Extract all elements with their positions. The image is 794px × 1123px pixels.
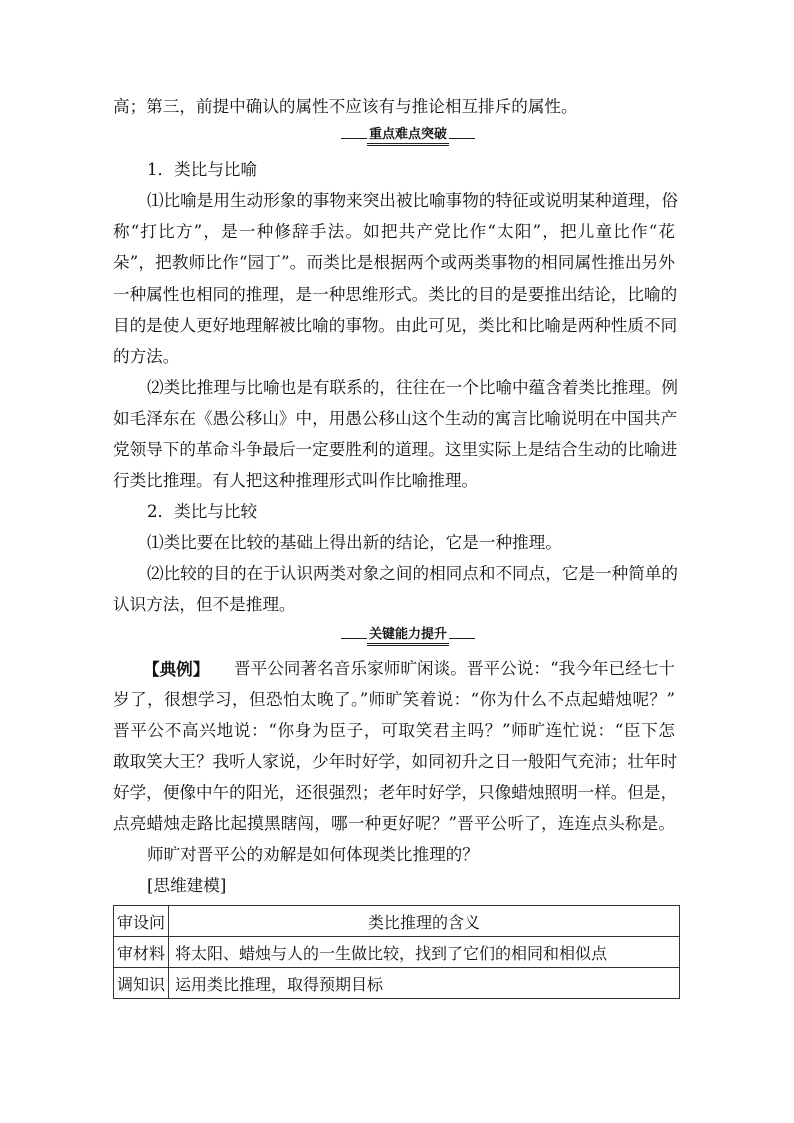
table-row-body: 运用类比推理，取得预期目标 [169, 968, 680, 999]
table-row-head: 审材料 [114, 937, 169, 968]
thinking-model-table [113, 905, 680, 999]
example-line: 点亮蜡烛走路比起摸黑瞎闯，哪一种更好呢？”晋平公听了，连连点头称是。 [113, 814, 675, 833]
banner-rule-right [449, 138, 475, 139]
example-label: 【典例】 [143, 659, 210, 679]
para2-line: 如毛泽东在《愚公移山》中，用愚公移山这个生动的寓言比喻说明在中国共产 [113, 409, 678, 428]
para2-line: 党领导下的革命斗争最后一定要胜利的道理。这里实际上是结合生动的比喻进 [113, 440, 678, 459]
banner-rule-right [449, 638, 475, 639]
example-line: 好学，便像中午的阳光，还很强烈；老年时好学，只像蜡烛照明一样。但是， [113, 783, 678, 802]
para1-line: 朵”，把教师比作“园丁”。而类比是根据两个或两类事物的相同属性推出另外 [113, 253, 675, 272]
para1-line: 目的是使人更好地理解被比喻的事物。由此可见，类比和比喻是两种性质不同 [113, 316, 678, 335]
table-row-head: 调知识 [114, 968, 169, 999]
thinking-model-label: [思维建模] [147, 876, 227, 895]
example-line: 晋平公不高兴地说：“你身为臣子，可取笑君主吗？”师旷连忙说：“臣下怎 [113, 721, 675, 740]
para4-line: ⑵比较的目的在于认识两类对象之间的相同点和不同点，它是一种简单的 [147, 564, 678, 583]
para2-line: ⑵类比推理与比喻也是有联系的，往往在一个比喻中蕴含着类比推理。例 [147, 378, 678, 397]
table-row-head: 审设问 [114, 906, 169, 937]
table-row-body: 将太阳、蜡烛与人的一生做比较，找到了它们的相同和相似点 [169, 937, 680, 968]
table-row [114, 937, 680, 968]
table-row [114, 906, 680, 937]
heading-analogy-metaphor: 1．类比与比喻 [147, 160, 258, 179]
banner-rule-left [341, 138, 367, 139]
para2-line: 行类比推理。有人把这种推理形式叫作比喻推理。 [113, 471, 479, 490]
section-banner-key-points [341, 127, 475, 145]
para3-line: ⑴类比要在比较的基础上得出新的结论，它是一种推理。 [147, 533, 562, 552]
section-banner-ability [341, 627, 475, 645]
table-row-body: 类比推理的含义 [169, 906, 680, 937]
continued-text: 高；第三，前提中确认的属性不应该有与推论相互排斥的属性。 [113, 97, 578, 116]
para4-line: 认识方法，但不是推理。 [113, 595, 296, 614]
banner-title: 关键能力提升 [367, 627, 449, 646]
heading-analogy-comparison: 2．类比与比较 [147, 502, 258, 521]
example-line: 敢取笑大王？我听人家说，少年时好学，如同初升之日一般阳气充沛；壮年时 [113, 752, 678, 771]
banner-title: 重点难点突破 [367, 127, 449, 146]
para1-line: 的方法。 [113, 347, 180, 366]
example-line: 岁了，很想学习，但恐怕太晚了。”师旷笑着说：“你为什么不点起蜡烛呢？” [113, 690, 675, 709]
para1-line: ⑴比喻是用生动形象的事物来突出被比喻事物的特征或说明某种道理，俗 [147, 191, 678, 210]
para1-line: 一种属性也相同的推理，是一种思维形式。类比的目的是要推出结论，比喻的 [113, 285, 678, 304]
table-row [114, 968, 680, 999]
banner-rule-left [341, 638, 367, 639]
example-line: 晋平公同著名音乐家师旷闲谈。晋平公说：“我今年已经七十 [234, 659, 675, 678]
para1-line: 称“打比方”，是一种修辞手法。如把共产党比作“太阳”，把儿童比作“花 [113, 222, 675, 241]
question-text: 师旷对晋平公的劝解是如何体现类比推理的？ [147, 845, 479, 864]
